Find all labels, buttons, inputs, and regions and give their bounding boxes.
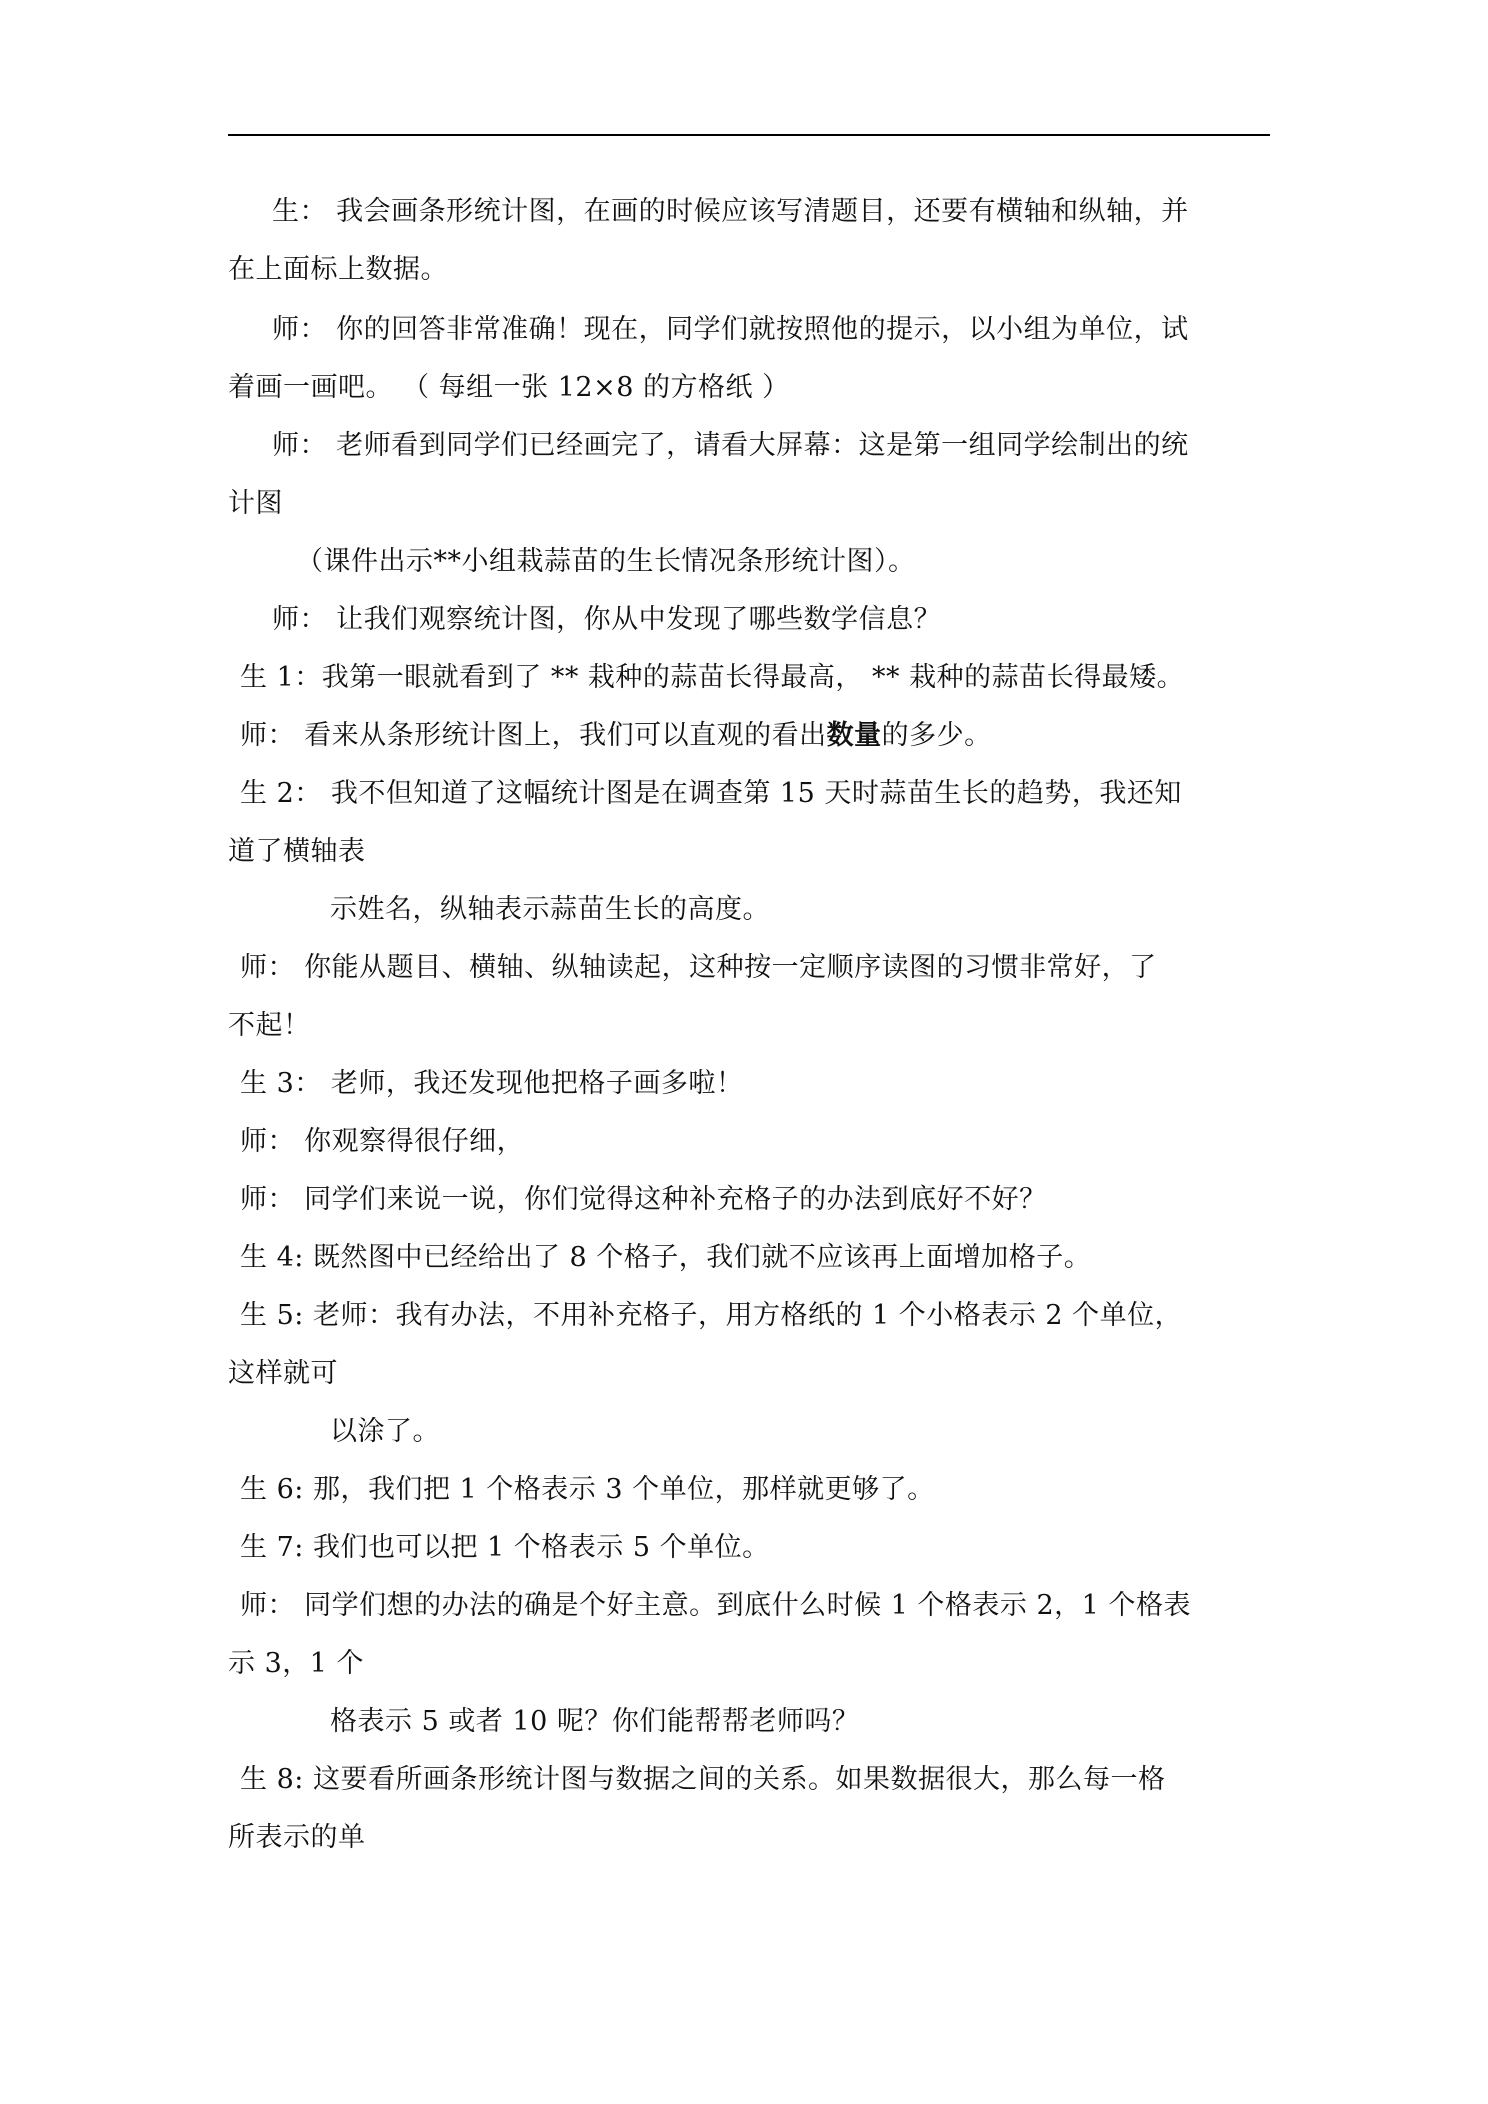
text-line: 不起！	[228, 1010, 311, 1041]
text-line: 这样就可	[228, 1358, 338, 1389]
text-line: 在上面标上数据。	[228, 254, 448, 285]
text-line: 道了横轴表	[228, 836, 366, 867]
text-line: 师： 同学们想的办法的确是个好主意。到底什么时候 1 个格表示 2，1 个格表	[240, 1590, 1191, 1621]
text-line: 生： 我会画条形统计图，在画的时候应该写清题目，还要有横轴和纵轴，并	[272, 196, 1189, 227]
text-segment: 的多少。	[881, 720, 992, 751]
text-line: 师： 老师看到同学们已经画完了，请看大屏幕：这是第一组同学绘制出的统	[272, 430, 1189, 461]
text-line: 着画一画吧。 （ 每组一张 12×8 的方格纸 ）	[228, 372, 790, 403]
text-line: 生 4: 既然图中已经给出了 8 个格子，我们就不应该再上面增加格子。	[240, 1242, 1092, 1273]
text-line: 格表示 5 或者 10 呢？你们能帮帮老师吗？	[330, 1706, 860, 1737]
text-line: 所表示的单	[228, 1822, 366, 1853]
header-rule	[228, 134, 1270, 136]
text-line: 计图	[228, 488, 283, 519]
text-line: 以涂了。	[330, 1416, 440, 1447]
text-line: （课件出示**小组栽蒜苗的生长情况条形统计图）。	[296, 546, 916, 577]
text-line: 生 7: 我们也可以把 1 个格表示 5 个单位。	[240, 1532, 770, 1563]
text-line: 师： 同学们来说一说，你们觉得这种补充格子的办法到底好不好？	[240, 1184, 1047, 1215]
text-segment: 师： 看来从条形统计图上，我们可以直观的看出	[240, 720, 827, 751]
text-line: 生 8: 这要看所画条形统计图与数据之间的关系。如果数据很大，那么每一格	[240, 1764, 1166, 1795]
text-line: 师： 你的回答非常准确！现在，同学们就按照他的提示，以小组为单位，试	[272, 314, 1189, 345]
text-line: 师： 让我们观察统计图，你从中发现了哪些数学信息？	[272, 604, 942, 635]
text-line: 示 3，1 个	[228, 1648, 365, 1679]
text-line: 师： 你能从题目、横轴、纵轴读起，这种按一定顺序读图的习惯非常好，了	[240, 952, 1157, 983]
text-line: 示姓名，纵轴表示蒜苗生长的高度。	[330, 894, 770, 925]
text-line: 生 2： 我不但知道了这幅统计图是在调查第 15 天时蒜苗生长的趋势，我还知	[240, 778, 1182, 809]
text-line: 生 6: 那，我们把 1 个格表示 3 个单位，那样就更够了。	[240, 1474, 935, 1505]
text-line	[240, 718, 1282, 754]
text-line: 生 3： 老师，我还发现他把格子画多啦！	[240, 1068, 744, 1099]
bold-text: 数量	[826, 720, 882, 751]
text-line: 生 1：我第一眼就看到了 ** 栽种的蒜苗长得最高， ** 栽种的蒜苗长得最矮。	[240, 662, 1185, 693]
text-line: 师： 你观察得很仔细，	[240, 1126, 525, 1157]
text-line: 生 5: 老师：我有办法，不用补充格子，用方格纸的 1 个小格表示 2 个单位，	[240, 1300, 1183, 1331]
